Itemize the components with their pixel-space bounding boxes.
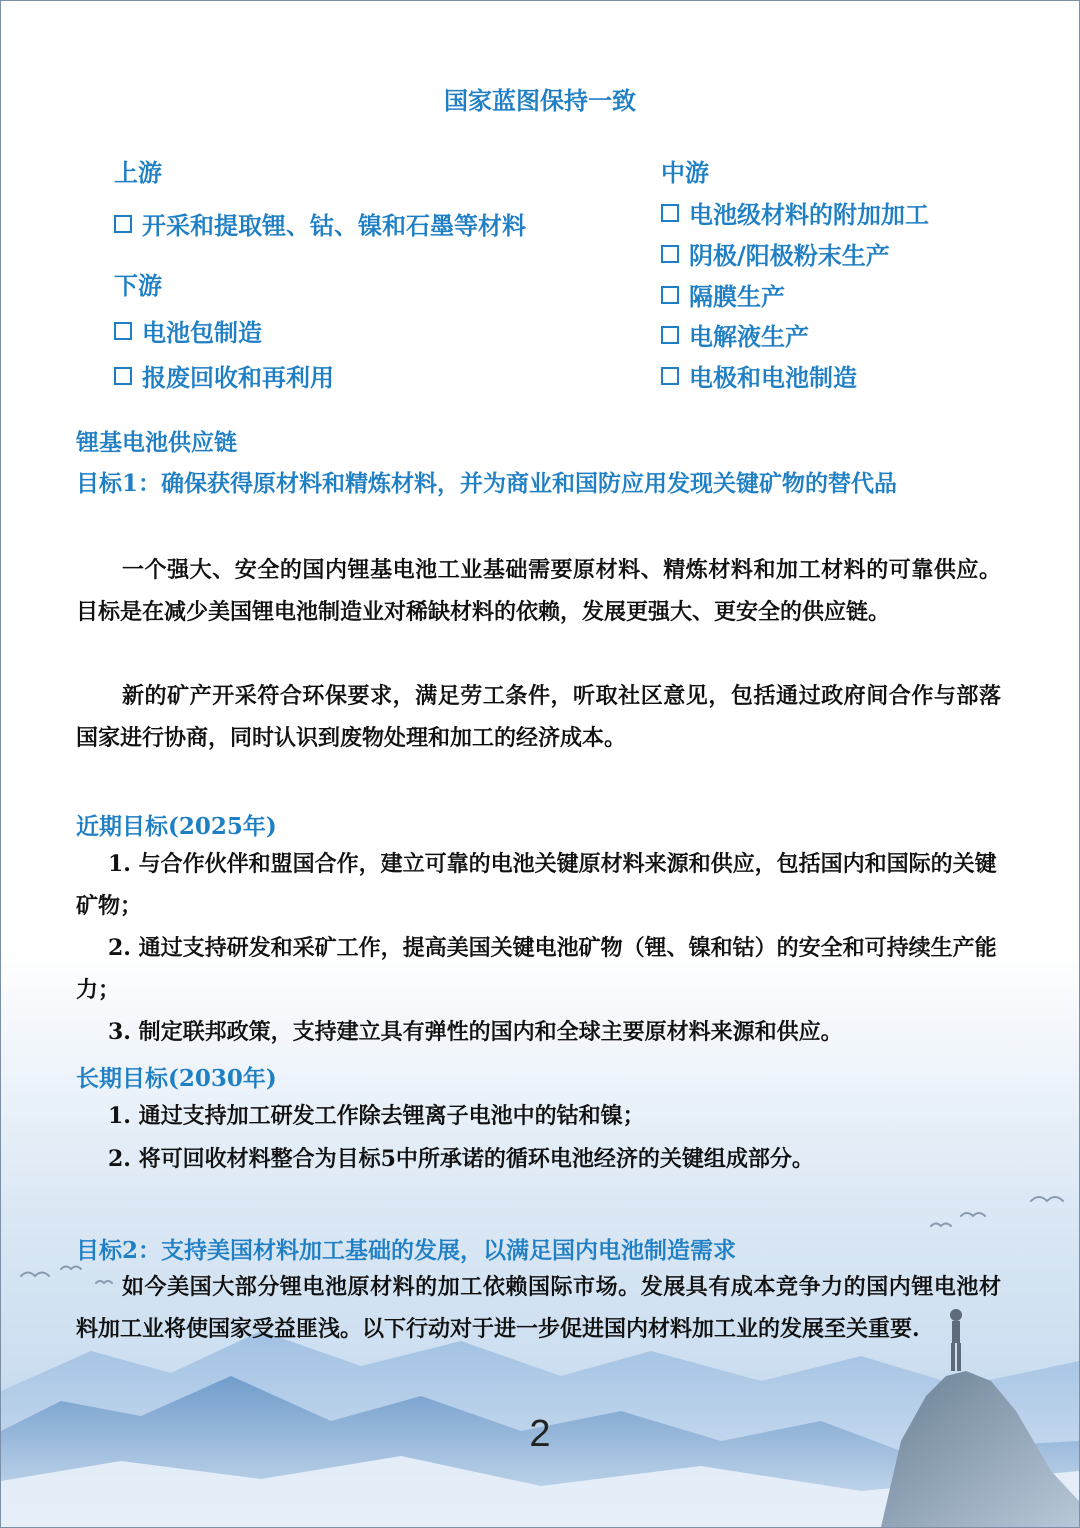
page-number: 2 [529, 1413, 551, 1455]
upstream-label: 上游 [114, 158, 162, 187]
near-term-item: 2. 通过支持研发和采矿工作，提高美国关键电池矿物（锂、镍和钴）的安全和可持续生产能力； [76, 935, 997, 1003]
midstream-label: 中游 [661, 158, 709, 187]
checkbox-icon [114, 322, 132, 340]
goal2-heading: 目标2：支持美国材料加工基础的发展，以满足国内电池制造需求 [76, 1237, 737, 1264]
checkbox-icon [661, 367, 679, 385]
checkbox-icon [114, 215, 132, 233]
downstream-label: 下游 [114, 271, 162, 300]
goal1-paragraph: 新的矿产开采符合环保要求，满足劳工条件，听取社区意见，包括通过政府间合作与部落国家进行协商，同时认识到废物处理和加工的经济成本。 [76, 683, 1001, 751]
long-term-heading: 长期目标(2030年) [76, 1065, 277, 1092]
content [1, 1, 1079, 1527]
goal1-paragraph: 一个强大、安全的国内锂基电池工业基础需要原材料、精炼材料和加工材料的可靠供应。目标是在减少美国锂电池制造业对稀缺材料的依赖，发展更强大、更安全的供应链。 [76, 557, 1001, 625]
downstream-item: 报废回收和再利用 [114, 358, 334, 393]
upstream-item: 开采和提取锂、钴、镍和石墨等材料 [114, 206, 526, 241]
section-heading: 锂基电池供应链 [76, 429, 237, 456]
midstream-item: 电解液生产 [661, 317, 809, 352]
long-term-item: 2. 将可回收材料整合为目标5中所承诺的循环电池经济的关键组成部分。 [108, 1146, 814, 1172]
long-term-item: 1. 通过支持加工研发工作除去锂离子电池中的钴和镍； [108, 1103, 645, 1129]
goal2-paragraph: 如今美国大部分锂电池原材料的加工依赖国际市场。发展具有成本竞争力的国内锂电池材料加工业将使国家受益匪浅。以下行动对于进一步促进国内材料加工业的发展至关重要. [76, 1274, 1001, 1342]
near-term-item: 1. 与合作伙伴和盟国合作，建立可靠的电池关键原材料来源和供应，包括国内和国际的关键矿物； [76, 851, 997, 919]
downstream-item: 电池包制造 [114, 313, 262, 348]
midstream-item: 阴极/阳极粉末生产 [661, 236, 890, 271]
near-term-heading: 近期目标(2025年) [76, 813, 277, 840]
checkbox-icon [114, 367, 132, 385]
midstream-item: 电池级材料的附加加工 [661, 195, 929, 230]
checkbox-icon [661, 286, 679, 304]
checkbox-icon [661, 245, 679, 263]
checkbox-icon [661, 326, 679, 344]
midstream-item: 隔膜生产 [661, 277, 785, 312]
midstream-item: 电极和电池制造 [661, 358, 857, 393]
checkbox-icon [661, 204, 679, 222]
page-title: 国家蓝图保持一致 [444, 86, 636, 115]
near-term-item: 3. 制定联邦政策，支持建立具有弹性的国内和全球主要原材料来源和供应。 [108, 1019, 843, 1045]
goal1-heading: 目标1：确保获得原材料和精炼材料，并为商业和国防应用发现关键矿物的替代品 [76, 470, 898, 497]
